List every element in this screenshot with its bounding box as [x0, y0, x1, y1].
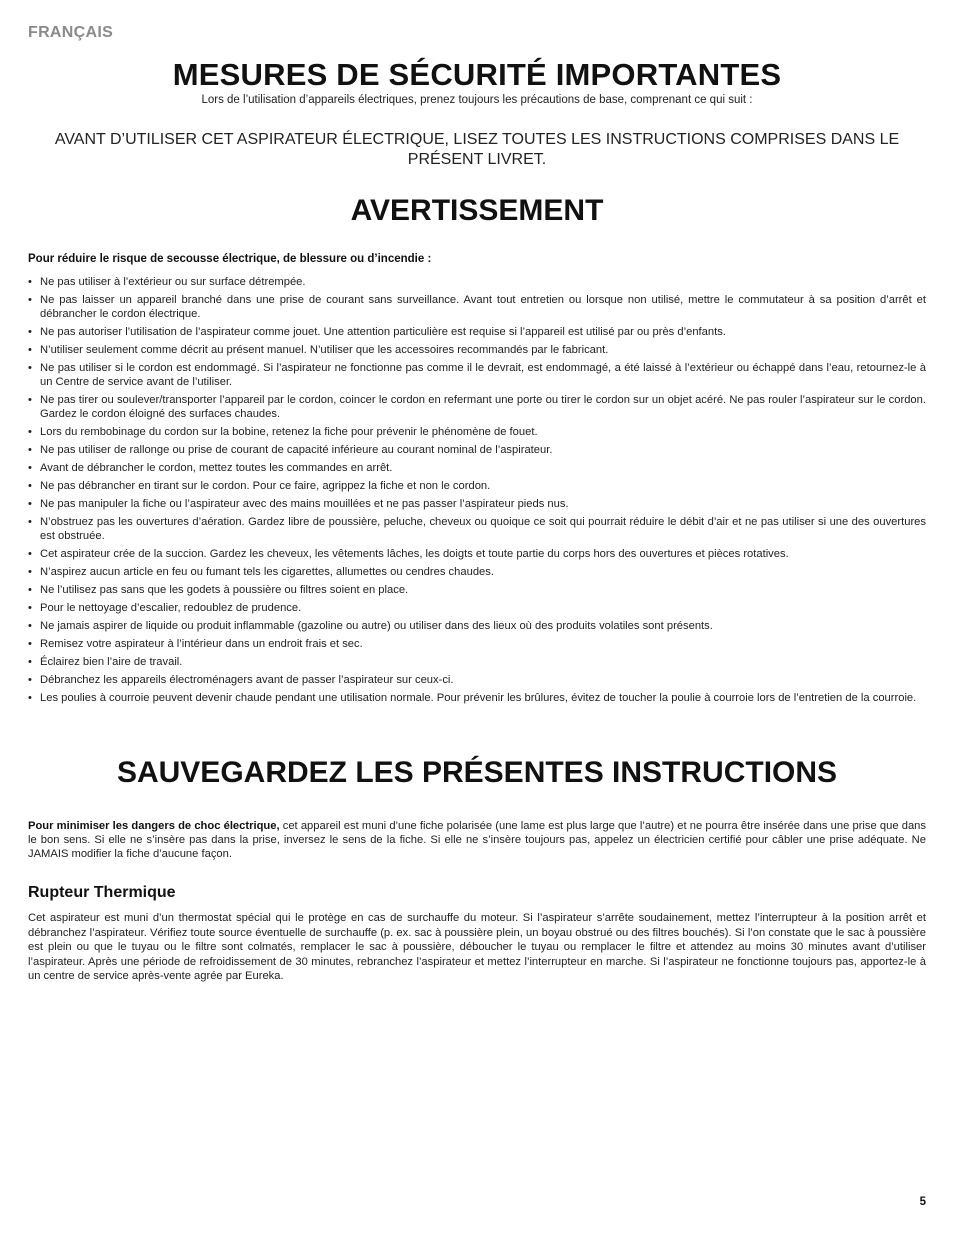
bullet-icon: •	[28, 566, 32, 578]
warning-list-item	[28, 565, 926, 579]
bullet-icon: •	[28, 294, 32, 306]
warning-list-item	[28, 655, 926, 669]
warning-title: AVERTISSEMENT	[350, 194, 604, 227]
bullet-icon: •	[28, 656, 32, 668]
warning-lead: Pour réduire le risque de secousse électrique, de blessure ou d’incendie :	[28, 253, 432, 265]
warning-item-text: Ne jamais aspirer de liquide ou produit inflammable (gazoline ou autre) ou utiliser dans des lieux où des produits volatiles sont présents.	[40, 620, 713, 632]
thermal-cutoff-paragraph: Cet aspirateur est muni d’un thermostat spécial qui le protège en cas de surchauffe du moteur. Si l’aspirateur s’arrête soudainement, mettez l’interrupteur à la position arrêt et débranchez l’aspirateur. Vérifiez toute source éventuelle de surchauffe (p. ex. sac à poussière plein, un boyau obstrué ou des filtres bouchés). Si l’on constate que le sac à poussière est plein ou que le tuyau ou le filtre sont colmatés, remplacer le sac à poussière, déboucher le tuyau ou remplacer le filtre et attendez au moins 30 minutes avant d’utiliser l’aspirateur. Après une période de refroidissement de 30 minutes, rebranchez l’aspirateur et mettez l’interrupteur en marche. Si l’aspirateur ne fonctionne toujours pas, apportez-le à un centre de service après-vente agrée par Eureka.	[28, 912, 926, 982]
warning-item-text: N’utiliser seulement comme décrit au présent manuel. N’utiliser que les accessoires recommandés par le fabricant.	[40, 344, 609, 356]
bullet-icon: •	[28, 444, 32, 456]
warning-item-text: Ne pas utiliser à l’extérieur ou sur surface détrempée.	[40, 276, 306, 288]
warning-list-item	[28, 425, 926, 439]
warning-list-item	[28, 275, 926, 289]
warning-list-item	[28, 673, 926, 687]
warning-list-item	[28, 479, 926, 493]
warning-list-item	[28, 361, 926, 389]
warning-item-text: Les poulies à courroie peuvent devenir chaude pendant une utilisation normale. Pour prévenir les brûlures, évitez de toucher la poulie à courroie lors de l’entretien de la courroie.	[40, 692, 917, 704]
thermal-cutoff-heading: Rupteur Thermique	[28, 884, 176, 901]
save-instructions-title: SAUVEGARDEZ LES PRÉSENTES INSTRUCTIONS	[116, 756, 838, 789]
bullet-icon: •	[28, 462, 32, 474]
warning-list-item	[28, 637, 926, 651]
warning-list-item	[28, 691, 926, 705]
warning-item-text: Ne pas utiliser si le cordon est endommagé. Si l’aspirateur ne fonctionne pas comme il le devrait, est endommagé, a été laissé à l’extérieur ou échappé dans l’eau, retournez-le à un Centre de service avant de l’utiliser.	[40, 362, 926, 388]
warning-item-text: Pour le nettoyage d’escalier, redoublez de prudence.	[40, 602, 302, 614]
warning-list-item	[28, 443, 926, 457]
polarized-plug-lead: Pour minimiser les dangers de choc électrique,	[28, 820, 280, 832]
warning-item-text: Ne l’utilisez pas sans que les godets à poussière ou filtres soient en place.	[40, 584, 409, 596]
bullet-icon: •	[28, 480, 32, 492]
warning-item-text: Lors du rembobinage du cordon sur la bobine, retenez la fiche pour prévenir le phénomène de fouet.	[40, 426, 538, 438]
warning-item-text: N’obstruez pas les ouvertures d’aération. Gardez libre de poussière, peluche, cheveux ou quoique ce soit qui pourrait réduire le débit d’air et ne pas utiliser si une des ouvertures est obstruée.	[40, 516, 926, 542]
warning-item-text: Ne pas tirer ou soulever/transporter l’appareil par le cordon, coincer le cordon en refermant une porte ou tirer le cordon sur un objet acéré. Ne pas rouler l’aspirateur sur le cordon. Gardez le cordon éloigné des surfaces chaudes.	[40, 394, 926, 420]
before-use-notice: AVANT D’UTILISER CET ASPIRATEUR ÉLECTRIQUE, LISEZ TOUTES LES INSTRUCTIONS COMPRISES DANS LE PRÉSENT LIVRET.	[54, 131, 900, 168]
warning-item-text: Ne pas laisser un appareil branché dans une prise de courant sans surveillance. Avant tout entretien ou lorsque non utilisé, mettre le commutateur à sa position d’arrêt et débrancher le cordon électrique.	[40, 294, 926, 320]
bullet-icon: •	[28, 674, 32, 686]
language-label: FRANÇAIS	[28, 24, 114, 41]
warning-item-text: Ne pas autoriser l’utilisation de l’aspirateur comme jouet. Une attention particulière est requise si l’appareil est utilisé par ou près d’enfants.	[40, 326, 726, 338]
bullet-icon: •	[28, 394, 32, 406]
bullet-icon: •	[28, 620, 32, 632]
bullet-icon: •	[28, 276, 32, 288]
warning-list-item	[28, 619, 926, 633]
bullet-icon: •	[28, 344, 32, 356]
warning-list-item	[28, 343, 926, 357]
page-title: MESURES DE SÉCURITÉ IMPORTANTES	[172, 57, 782, 92]
bullet-icon: •	[28, 362, 32, 374]
polarized-plug-paragraph	[28, 819, 926, 861]
warning-item-text: Ne pas manipuler la fiche ou l’aspirateur avec des mains mouillées et ne pas passer l’aspirateur pieds nus.	[40, 498, 569, 510]
bullet-icon: •	[28, 638, 32, 650]
bullet-icon: •	[28, 426, 32, 438]
warning-list-item	[28, 325, 926, 339]
warning-item-text: Cet aspirateur crée de la succion. Gardez les cheveux, les vêtements lâches, les doigts et toute partie du corps hors des ouvertures et pièces rotatives.	[40, 548, 789, 560]
warning-list-item	[28, 547, 926, 561]
page-number: 5	[919, 1196, 926, 1208]
warning-list-item	[28, 393, 926, 421]
warning-list-item	[28, 515, 926, 543]
intro-text: Lors de l’utilisation d’appareils électriques, prenez toujours les précautions de base, comprenant ce qui suit :	[201, 94, 753, 106]
warning-list	[28, 275, 926, 709]
bullet-icon: •	[28, 602, 32, 614]
warning-list-item	[28, 583, 926, 597]
warning-list-item	[28, 497, 926, 511]
bullet-icon: •	[28, 326, 32, 338]
warning-item-text: Remisez votre aspirateur à l’intérieur dans un endroit frais et sec.	[40, 638, 363, 650]
warning-item-text: Ne pas débrancher en tirant sur le cordon. Pour ce faire, agrippez la fiche et non le cordon.	[40, 480, 491, 492]
warning-item-text: Éclairez bien l’aire de travail.	[40, 656, 183, 668]
warning-item-text: Ne pas utiliser de rallonge ou prise de courant de capacité inférieure au courant nominal de l’aspirateur.	[40, 444, 553, 456]
polarized-plug-text: cet appareil est muni d’une fiche polarisée (une lame est plus large que l’autre) et ne pourra être insérée dans une prise que dans le bon sens. Si elle ne s’insère pas dans la prise, inversez le sens de la fiche. Si elle ne s’insère toujours pas, appelez un électricien certifié pour câbler une prise adéquate. Ne JAMAIS modifier la fiche d’aucune façon.	[28, 820, 926, 860]
warning-list-item	[28, 293, 926, 321]
warning-item-text: Débranchez les appareils électroménagers avant de passer l’aspirateur sur ceux-ci.	[40, 674, 454, 686]
bullet-icon: •	[28, 548, 32, 560]
warning-list-item	[28, 601, 926, 615]
bullet-icon: •	[28, 692, 32, 704]
warning-item-text: Avant de débrancher le cordon, mettez toutes les commandes en arrêt.	[40, 462, 393, 474]
warning-list-item	[28, 461, 926, 475]
warning-item-text: N’aspirez aucun article en feu ou fumant tels les cigarettes, allumettes ou cendres chaudes.	[40, 566, 494, 578]
bullet-icon: •	[28, 516, 32, 528]
bullet-icon: •	[28, 584, 32, 596]
bullet-icon: •	[28, 498, 32, 510]
